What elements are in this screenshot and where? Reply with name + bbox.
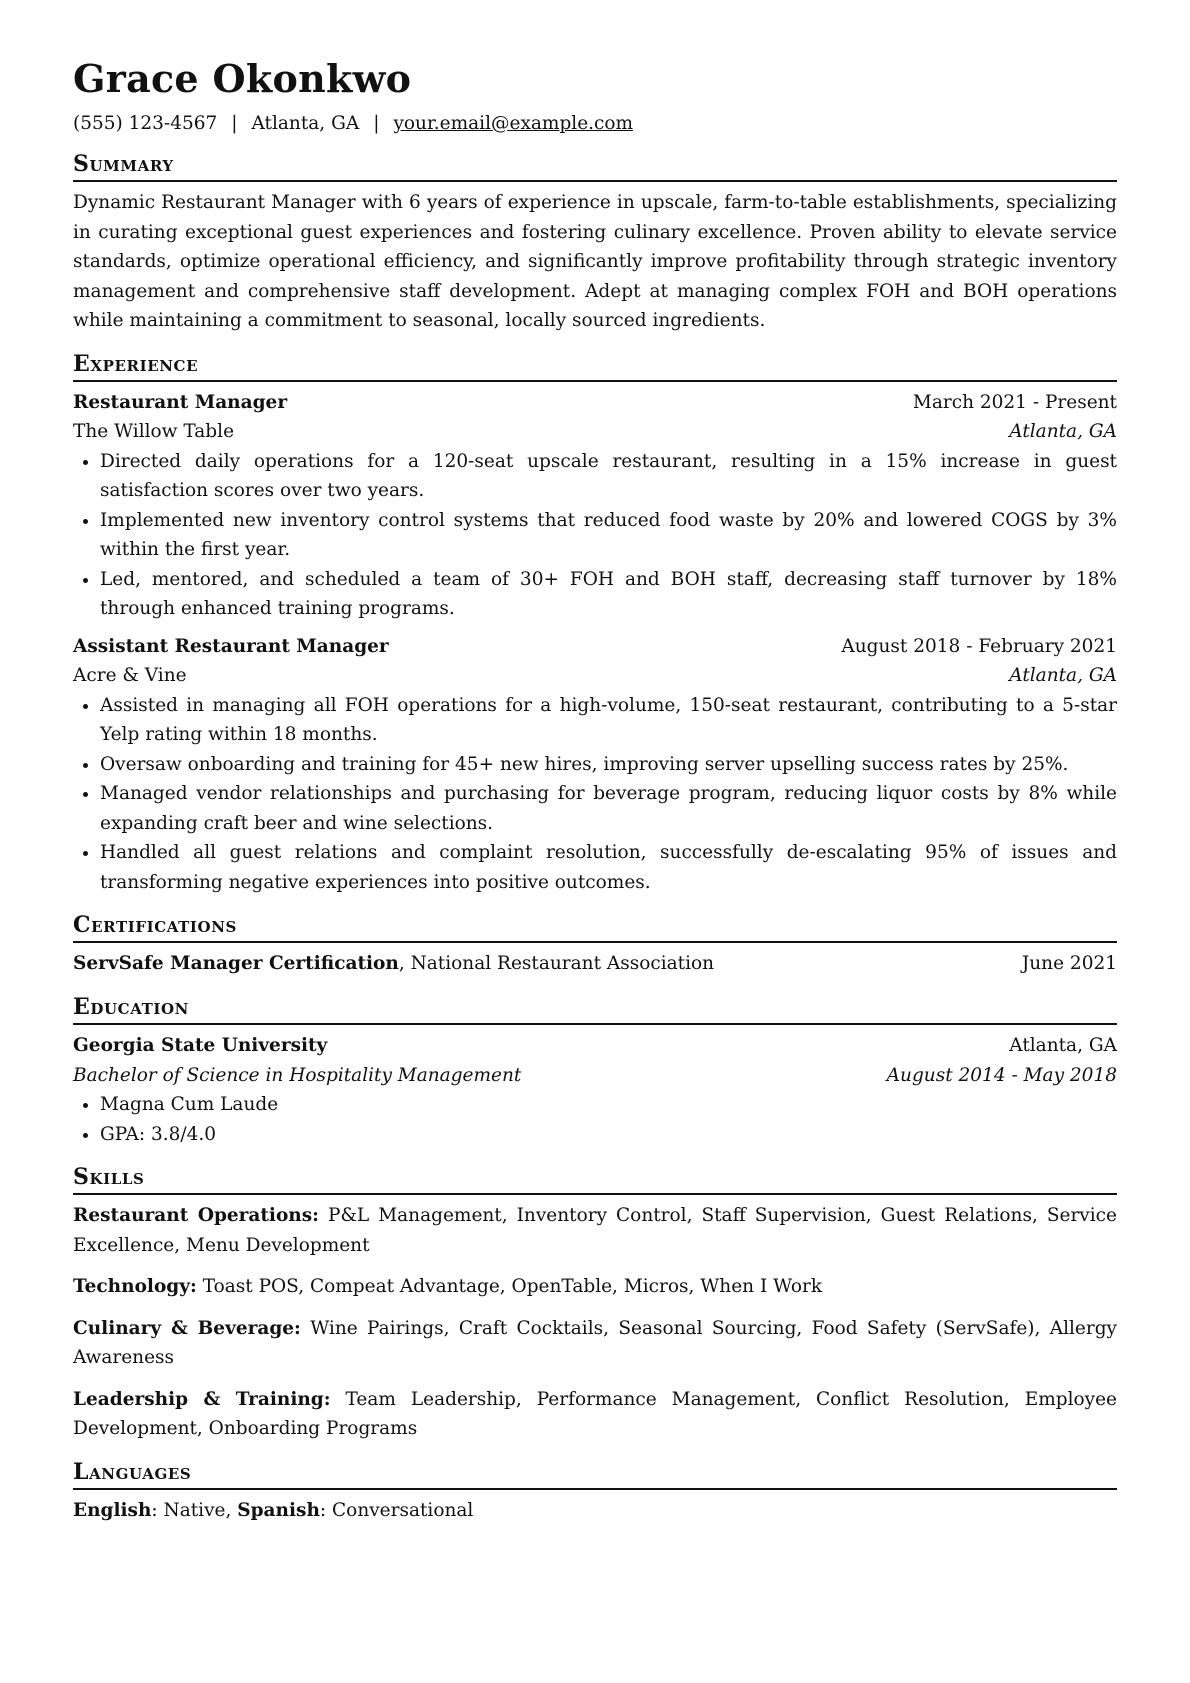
degree: Bachelor of Science in Hospitality Management bbox=[73, 1064, 522, 1086]
list-item: • Implemented new inventory control systems that reduced food waste by 20% and lowered COGS by 3% within the first year. bbox=[100, 506, 1117, 565]
section-title-languages: Languages bbox=[73, 1460, 1117, 1490]
skill-values: P&L Management, Inventory Control, Staff Supervision, Guest Relations, Service Excellence, Menu Development bbox=[73, 1205, 1117, 1256]
job-entry bbox=[73, 388, 1117, 624]
list-item: • Led, mentored, and scheduled a team of 30+ FOH and BOH staff, decreasing staff turnover by 18% through enhanced training programs. bbox=[100, 565, 1117, 624]
certification-issuer: , National Restaurant Association bbox=[398, 953, 715, 975]
certification-name: ServSafe Manager Certification bbox=[73, 953, 399, 975]
skill-values: Toast POS, Compeat Advantage, OpenTable, Micros, When I Work bbox=[196, 1276, 823, 1298]
job-bullets bbox=[73, 691, 1117, 898]
school-name: Georgia State University bbox=[73, 1035, 328, 1057]
education-bullets bbox=[73, 1090, 1117, 1149]
job-role: Assistant Restaurant Manager bbox=[73, 635, 389, 657]
section-title-summary: Summary bbox=[73, 152, 1117, 182]
skill-values: Wine Pairings, Craft Cocktails, Seasonal Sourcing, Food Safety (ServSafe), Allergy Awareness bbox=[73, 1317, 1118, 1369]
education-dates: August 2014 - May 2018 bbox=[886, 1064, 1117, 1086]
languages-line bbox=[73, 1496, 1117, 1526]
job-dates: August 2018 - February 2021 bbox=[841, 635, 1117, 657]
job-entry bbox=[73, 632, 1117, 898]
skills-section bbox=[73, 1165, 1117, 1444]
language-level: : Native, bbox=[151, 1499, 238, 1521]
job-location: Atlanta, GA bbox=[1009, 421, 1117, 443]
skill-group bbox=[73, 1385, 1117, 1444]
separator: | bbox=[373, 112, 380, 134]
phone: (555) 123-4567 bbox=[73, 112, 218, 134]
list-item: • Assisted in managing all FOH operations for a high-volume, 150-seat restaurant, contributing to a 5-star Yelp rating within 18 months. bbox=[100, 691, 1117, 750]
summary-section bbox=[73, 152, 1117, 336]
section-title-skills: Skills bbox=[73, 1165, 1117, 1195]
resume-header bbox=[73, 58, 1117, 136]
language-level: : Conversational bbox=[319, 1499, 474, 1521]
education-section bbox=[73, 995, 1117, 1149]
job-company: The Willow Table bbox=[73, 421, 235, 443]
list-item: • Handled all guest relations and complaint resolution, successfully de-escalating 95% of issues and transforming negative experiences into positive outcomes. bbox=[100, 838, 1117, 897]
summary-text: Dynamic Restaurant Manager with 6 years of experience in upscale, farm-to-table establishments, specializing in curating exceptional guest experiences and fostering culinary excellence. Proven ability to elevate service standards, optimize operational efficiency, and significantly improve profitability through strategic inventory management and comprehensive staff development. Adept at managing complex FOH and BOH operations while maintaining a commitment to seasonal, locally sourced ingredients. bbox=[73, 192, 1117, 332]
skill-group bbox=[73, 1314, 1117, 1373]
job-location: Atlanta, GA bbox=[1009, 665, 1117, 687]
separator: | bbox=[231, 112, 238, 134]
job-company: Acre & Vine bbox=[73, 665, 187, 687]
languages-section bbox=[73, 1460, 1117, 1526]
list-item: • Oversaw onboarding and training for 45+ new hires, improving server upselling success rates by 25%. bbox=[100, 750, 1117, 780]
section-title-experience: Experience bbox=[73, 352, 1117, 382]
skill-label: Culinary & Beverage: bbox=[73, 1317, 301, 1339]
language-name: Spanish bbox=[237, 1499, 320, 1521]
list-item: • Managed vendor relationships and purchasing for beverage program, reducing liquor costs by 8% while expanding craft beer and wine selections. bbox=[100, 779, 1117, 838]
skill-group bbox=[73, 1272, 1117, 1302]
location: Atlanta, GA bbox=[251, 112, 360, 134]
list-item: • Directed daily operations for a 120-seat upscale restaurant, resulting in a 15% increase in guest satisfaction scores over two years. bbox=[100, 447, 1117, 506]
experience-section bbox=[73, 352, 1117, 898]
contact-line bbox=[73, 112, 1117, 136]
language-name: English bbox=[73, 1499, 152, 1521]
certification-entry bbox=[73, 949, 1117, 979]
job-dates: March 2021 - Present bbox=[912, 391, 1117, 413]
section-title-certifications: Certifications bbox=[73, 913, 1117, 943]
list-item: • Magna Cum Laude bbox=[100, 1090, 1117, 1120]
certifications-section bbox=[73, 913, 1117, 979]
skill-group bbox=[73, 1201, 1117, 1260]
job-role: Restaurant Manager bbox=[73, 391, 288, 413]
skill-label: Restaurant Operations: bbox=[73, 1205, 319, 1227]
school-location: Atlanta, GA bbox=[1009, 1035, 1117, 1057]
skill-values: Team Leadership, Performance Management, Conflict Resolution, Employee Development, Onboarding Programs bbox=[73, 1388, 1117, 1440]
certification-date: June 2021 bbox=[1021, 953, 1117, 975]
job-bullets bbox=[73, 447, 1117, 624]
list-item: • GPA: 3.8/4.0 bbox=[100, 1120, 1117, 1150]
skill-label: Technology: bbox=[73, 1276, 197, 1298]
candidate-name: Grace Okonkwo bbox=[73, 56, 412, 101]
skill-label: Leadership & Training: bbox=[73, 1388, 331, 1410]
section-title-education: Education bbox=[73, 995, 1117, 1025]
email-link[interactable]: your.email@example.com bbox=[393, 112, 634, 134]
